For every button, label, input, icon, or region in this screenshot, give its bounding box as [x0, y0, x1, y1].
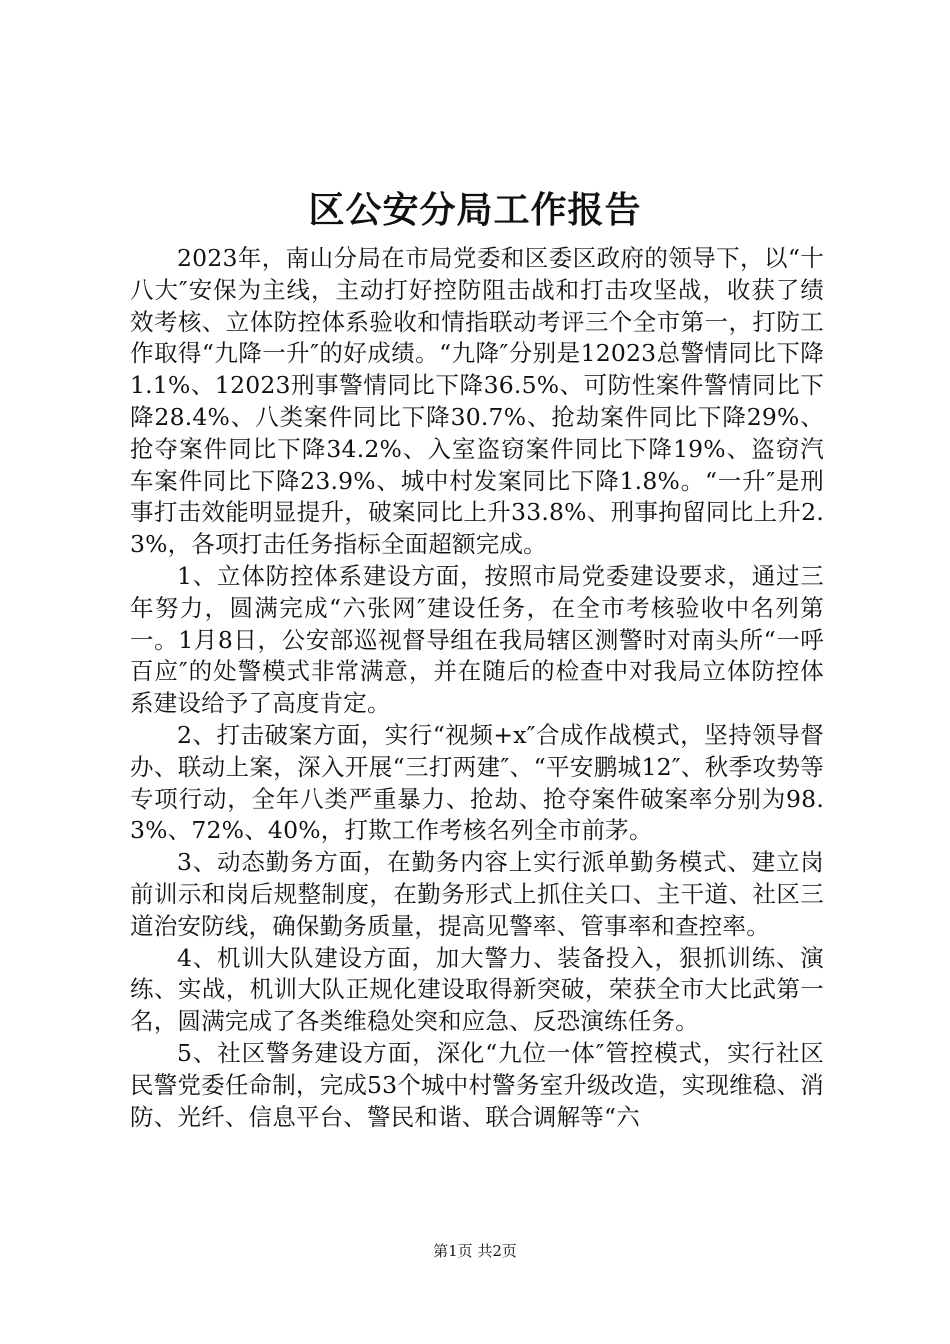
paragraph-item-1: 1、立体防控体系建设方面，按照市局党委建设要求，通过三年努力，圆满完成“六张网″建设任务，在全市考核验收中名列第一。1月8日，公安部巡视督导组在我局辖区测警时对南头所“一呼百应″的处警模式非常满意，并在随后的检查中对我局立体防控体系建设给予了高度肯定。: [130, 561, 824, 718]
paragraph-item-5: 5、社区警务建设方面，深化“九位一体″管控模式，实行社区民警党委任命制，完成53个城中村警务室升级改造，实现维稳、消防、光纤、信息平台、警民和谐、联合调解等“六: [130, 1038, 824, 1131]
document-title: 区公安分局工作报告: [308, 189, 642, 231]
paragraph-item-4: 4、机训大队建设方面，加大警力、装备投入，狠抓训练、演练、实战，机训大队正规化建设取得新突破，荣获全市大比武第一名，圆满完成了各类维稳处突和应急、反恐演练任务。: [130, 943, 824, 1036]
paragraph-intro: 2023年，南山分局在市局党委和区委区政府的领导下，以“十八大″安保为主线，主动打好控防阻击战和打击攻坚战，收获了绩效考核、立体防控体系验收和情指联动考评三个全市第一，打防工作取得“九降一升″的好成绩。“九降″分别是12023总警情同比下降1.1%、12023刑事警情同比下降36.5%、可防性案件警情同比下降28.4%、八类案件同比下降30.7%、抢劫案件同比下降29%、抢夺案件同比下降34.2%、入室盗窃案件同比下降19%、盗窃汽车案件同比下降23.9%、城中村发案同比下降1.8%。“一升″是刑事打击效能明显提升，破案同比上升33.8%、刑事拘留同比上升2.3%，各项打击任务指标全面超额完成。: [130, 244, 824, 559]
document-body: [130, 243, 824, 1133]
page-footer: 第1页 共2页: [433, 1242, 517, 1260]
paragraph-item-3: 3、动态勤务方面，在勤务内容上实行派单勤务模式、建立岗前训示和岗后规整制度，在勤务形式上抓住关口、主干道、社区三道治安防线，确保勤务质量，提高见警率、管事率和查控率。: [130, 848, 824, 940]
paragraph-item-2: 2、打击破案方面，实行“视频+x″合成作战模式，坚持领导督办、联动上案，深入开展“三打两建″、“平安鹏城12″、秋季攻势等专项行动，全年八类严重暴力、抢劫、抢夺案件破案率分别为98.3%、72%、40%，打欺工作考核名列全市前茅。: [130, 720, 824, 845]
